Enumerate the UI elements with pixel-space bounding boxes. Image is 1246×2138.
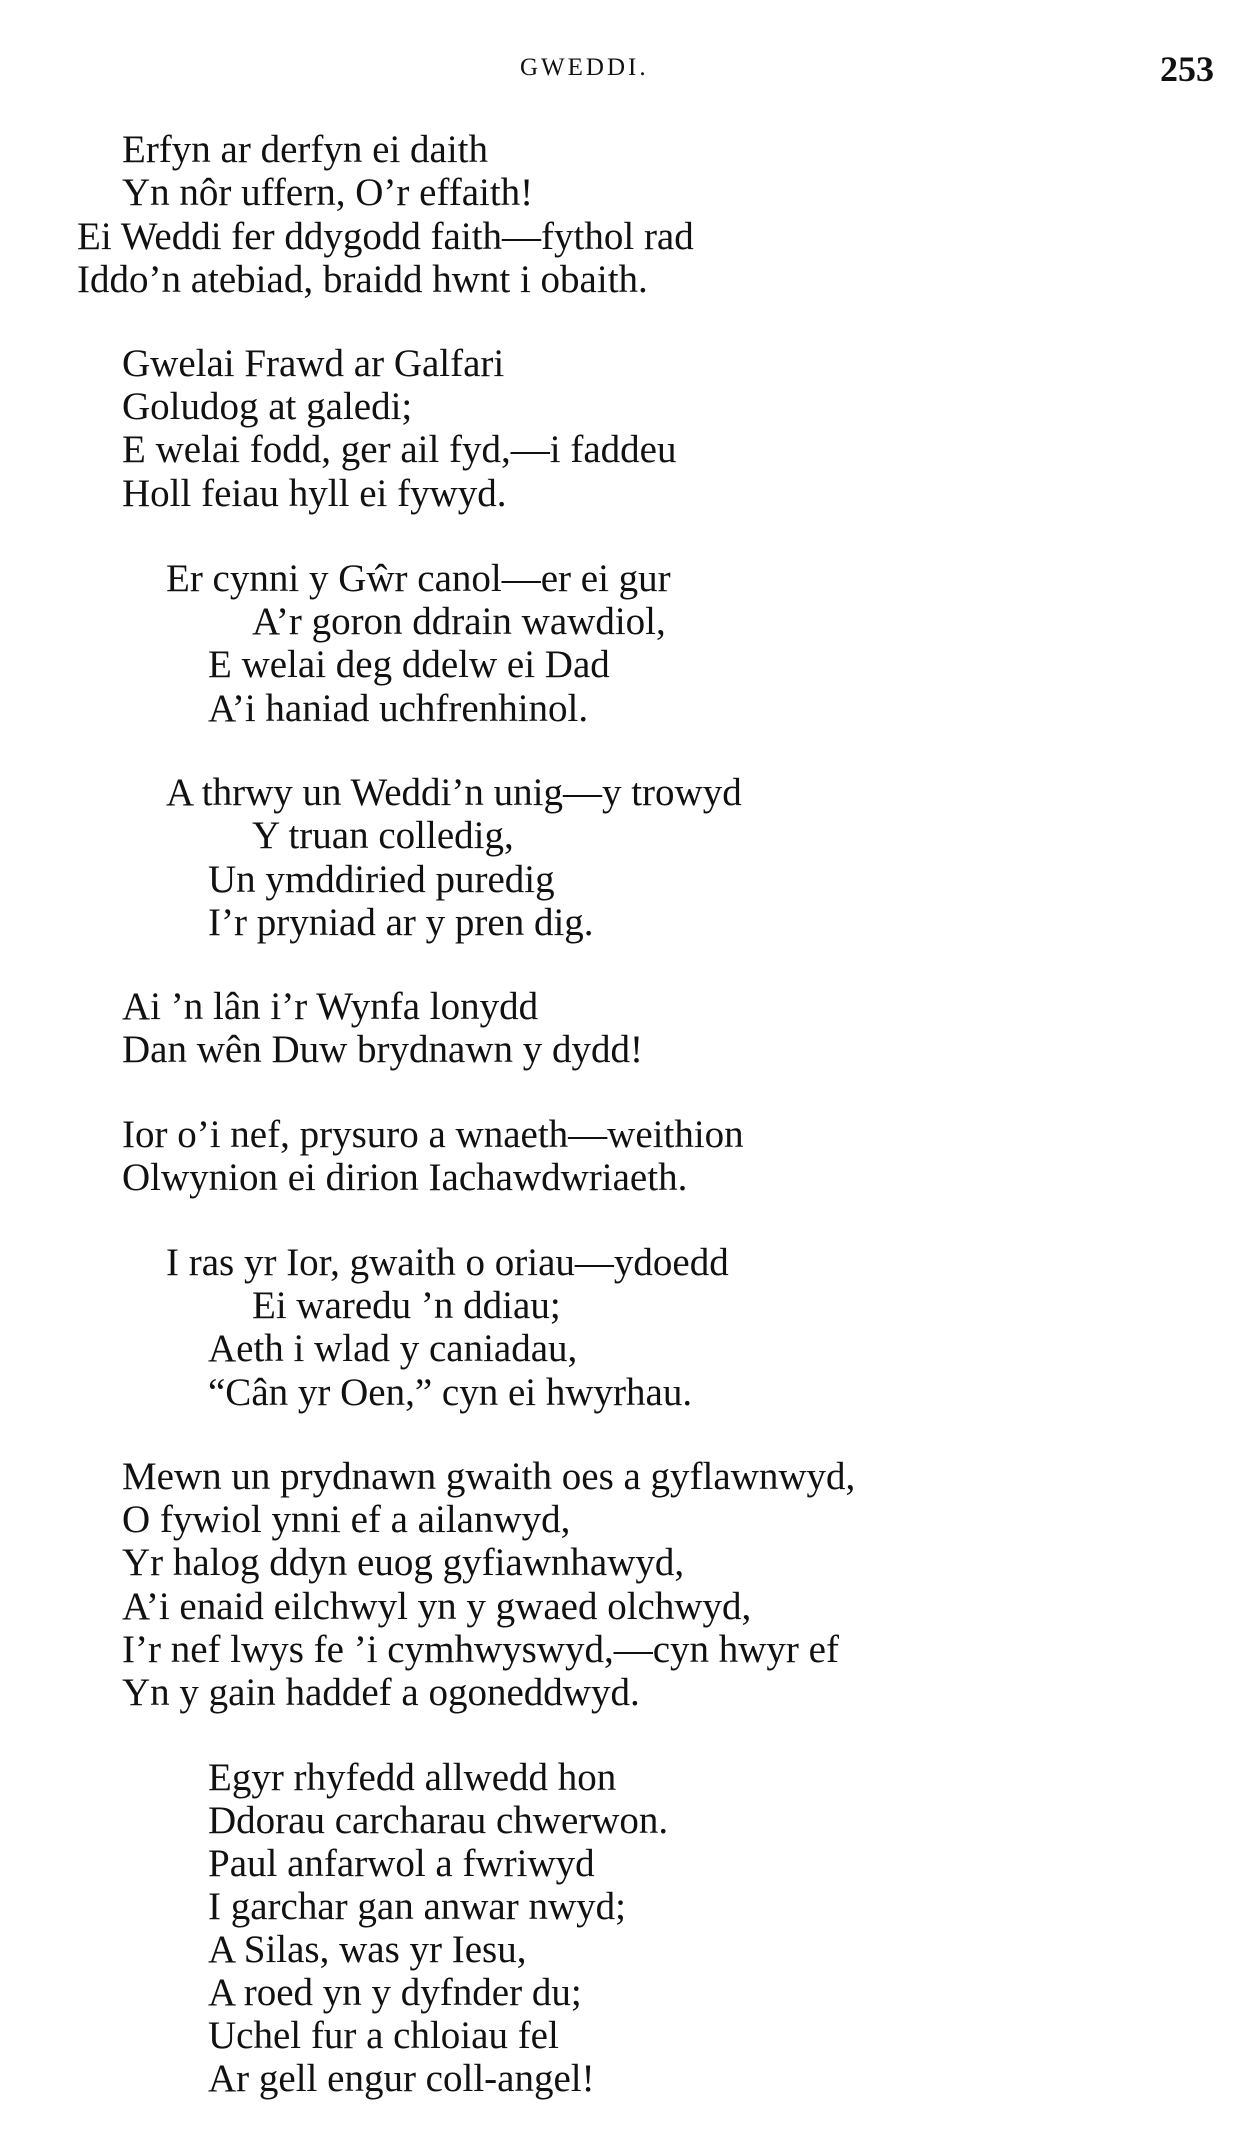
verse-line: Ei Weddi fer ddygodd faith—fythol rad: [77, 215, 694, 258]
running-head: [0, 48, 1246, 88]
verse-line: “Cân yr Oen,” cyn ei hwyrhau.: [208, 1371, 693, 1414]
verse-line: Yn y gain haddef a ogoneddwyd.: [122, 1671, 640, 1714]
verse-line: Ior o’i nef, prysuro a wnaeth—weithion: [122, 1113, 744, 1156]
verse-line: I’r pryniad ar y pren dig.: [208, 901, 594, 944]
verse-line: A roed yn y dyfnder du;: [208, 1971, 582, 2014]
verse-line: Yr halog ddyn euog gyfiawnhawyd,: [122, 1541, 685, 1584]
verse-line: Un ymddiried puredig: [208, 858, 555, 901]
verse-line: A’r goron ddrain wawdiol,: [252, 600, 666, 643]
verse-line: Gwelai Frawd ar Galfari: [122, 342, 505, 385]
verse-line: E welai fodd, ger ail fyd,—i faddeu: [122, 428, 677, 471]
verse-line: A thrwy un Weddi’n unig—y trowyd: [166, 771, 742, 814]
verse-line: I’r nef lwys fe ’i cymhwyswyd,—cyn hwyr ef: [122, 1628, 839, 1671]
verse-line: O fywiol ynni ef a ailanwyd,: [122, 1498, 571, 1541]
verse-line: A’i haniad uchfrenhinol.: [208, 687, 589, 730]
verse-line: A’i enaid eilchwyl yn y gwaed olchwyd,: [122, 1585, 752, 1628]
verse-line: Dan wên Duw brydnawn y dydd!: [122, 1028, 643, 1071]
verse-line: Er cynni y Gŵr canol—er ei gur: [166, 557, 671, 600]
verse-line: Aeth i wlad y caniadau,: [208, 1327, 578, 1370]
running-title: GWEDDI.: [520, 54, 649, 81]
verse-line: Ar gell engur coll-angel!: [208, 2057, 595, 2100]
verse-line: Uchel fur a chloiau fel: [208, 2014, 559, 2057]
verse-line: Erfyn ar derfyn ei daith: [122, 128, 489, 171]
verse-line: Paul anfarwol a fwriwyd: [208, 1842, 595, 1885]
verse-line: Y truan colledig,: [252, 814, 514, 857]
verse-line: Olwynion ei dirion Iachawdwriaeth.: [122, 1156, 688, 1199]
page-number: 253: [1160, 49, 1214, 89]
verse-line: Ddorau carcharau chwerwon.: [208, 1799, 669, 1842]
verse-line: E welai deg ddelw ei Dad: [208, 643, 610, 686]
verse-line: I ras yr Ior, gwaith o oriau—ydoedd: [166, 1241, 729, 1284]
verse-line: Ai ’n lân i’r Wynfa lonydd: [122, 985, 539, 1028]
verse-line: Ei waredu ’n ddiau;: [252, 1284, 561, 1327]
verse-line: Holl feiau hyll ei fywyd.: [122, 472, 507, 515]
verse-line: Egyr rhyfedd allwedd hon: [208, 1756, 617, 1799]
verse-line: Yn nôr uffern, O’r effaith!: [122, 171, 534, 214]
verse-line: Goludog at galedi;: [122, 385, 413, 428]
verse-line: Mewn un prydnawn gwaith oes a gyflawnwyd,: [122, 1455, 856, 1498]
verse-line: I garchar gan anwar nwyd;: [208, 1885, 626, 1928]
verse-line: Iddo’n atebiad, braidd hwnt i obaith.: [77, 258, 648, 301]
verse-line: A Silas, was yr Iesu,: [208, 1928, 527, 1971]
